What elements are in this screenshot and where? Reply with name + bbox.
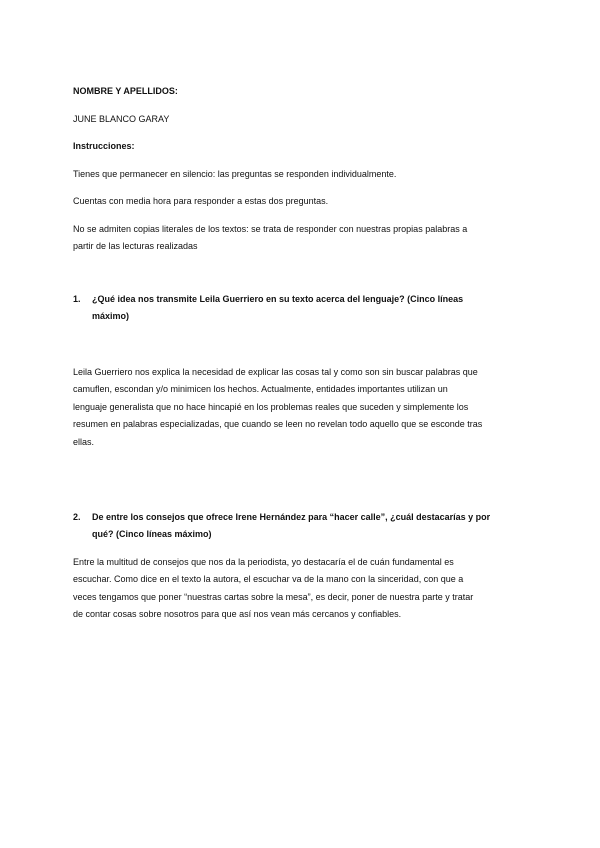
instruction-line: partir de las lecturas realizadas bbox=[73, 241, 198, 251]
question-text: ¿Qué idea nos transmite Leila Guerriero en su texto acerca del lenguaje? (Cinco líneas bbox=[92, 294, 464, 304]
answer-line: camuflen, escondan y/o minimicen los hechos. Actualmente, entidades importantes utilizan un bbox=[73, 384, 448, 394]
name-value: JUNE BLANCO GARAY bbox=[73, 114, 170, 124]
question-text: De entre los consejos que ofrece Irene Hernández para “hacer calle”, ¿cuál destacarías y por bbox=[92, 512, 491, 522]
name-label: NOMBRE Y APELLIDOS: bbox=[73, 86, 178, 96]
answer-line: Entre la multitud de consejos que nos da la periodista, yo destacaría el de cuán fundamental es bbox=[73, 557, 454, 567]
question-number: 2. bbox=[73, 512, 81, 522]
question-text: máximo) bbox=[92, 311, 130, 321]
answer-line: veces tengamos que poner “nuestras cartas sobre la mesa”, es decir, poner de nuestra parte y tratar bbox=[73, 592, 474, 602]
instructions-heading: Instrucciones: bbox=[73, 141, 135, 151]
answer-line: resumen en palabras especializadas, que cuando se leen no revelan todo aquello que se esconde tras bbox=[73, 419, 483, 429]
answer-line: lenguaje generalista que no hace hincapié en los problemas reales que suceden y simplemente los bbox=[73, 402, 469, 412]
answer-line: escuchar. Como dice en el texto la autora, el escuchar va de la mano con la sinceridad, con que a bbox=[73, 574, 464, 584]
answer-line: de contar cosas sobre nosotros para que así nos vean más cercanos y confiables. bbox=[73, 609, 402, 619]
question-number: 1. bbox=[73, 294, 81, 304]
question-text: qué? (Cinco líneas máximo) bbox=[92, 529, 212, 539]
instruction-line: Tienes que permanecer en silencio: las preguntas se responden individualmente. bbox=[73, 169, 397, 179]
answer-line: Leila Guerriero nos explica la necesidad de explicar las cosas tal y como son sin buscar palabras que bbox=[73, 367, 478, 377]
instruction-line: No se admiten copias literales de los textos: se trata de responder con nuestras propias palabras a bbox=[73, 224, 468, 234]
answer-line: ellas. bbox=[73, 437, 95, 447]
instruction-line: Cuentas con media hora para responder a estas dos preguntas. bbox=[73, 196, 329, 206]
